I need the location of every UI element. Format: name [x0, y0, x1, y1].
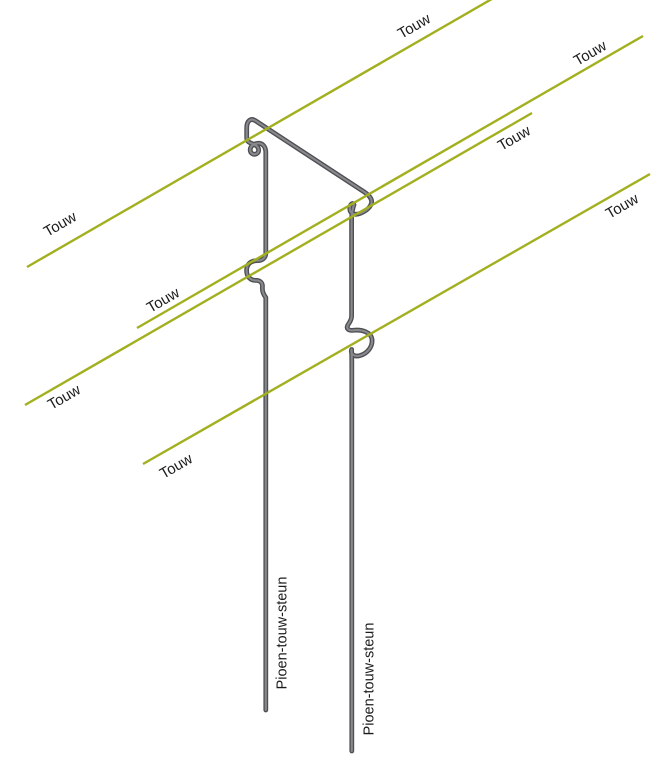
rope-label-bottom-left: Touw — [156, 450, 196, 483]
rope-label-bottom-right: Touw — [602, 190, 642, 223]
rope-line-third — [25, 113, 532, 405]
rope-line-second — [137, 36, 643, 328]
support-label-right: Pioen-touw-steun — [361, 622, 378, 736]
rope-label-third-left: Touw — [44, 381, 84, 414]
rope-label-third-right: Touw — [494, 122, 534, 155]
rope-label-top-right: Touw — [394, 10, 434, 43]
support-label-left: Pioen-touw-steun — [274, 576, 291, 690]
rope-label-top-left: Touw — [40, 208, 80, 241]
rope-line-top — [27, 0, 497, 267]
rope-line-bottom — [143, 174, 650, 464]
rope-label-second-left: Touw — [143, 284, 183, 317]
rope-label-second-right: Touw — [570, 37, 610, 70]
